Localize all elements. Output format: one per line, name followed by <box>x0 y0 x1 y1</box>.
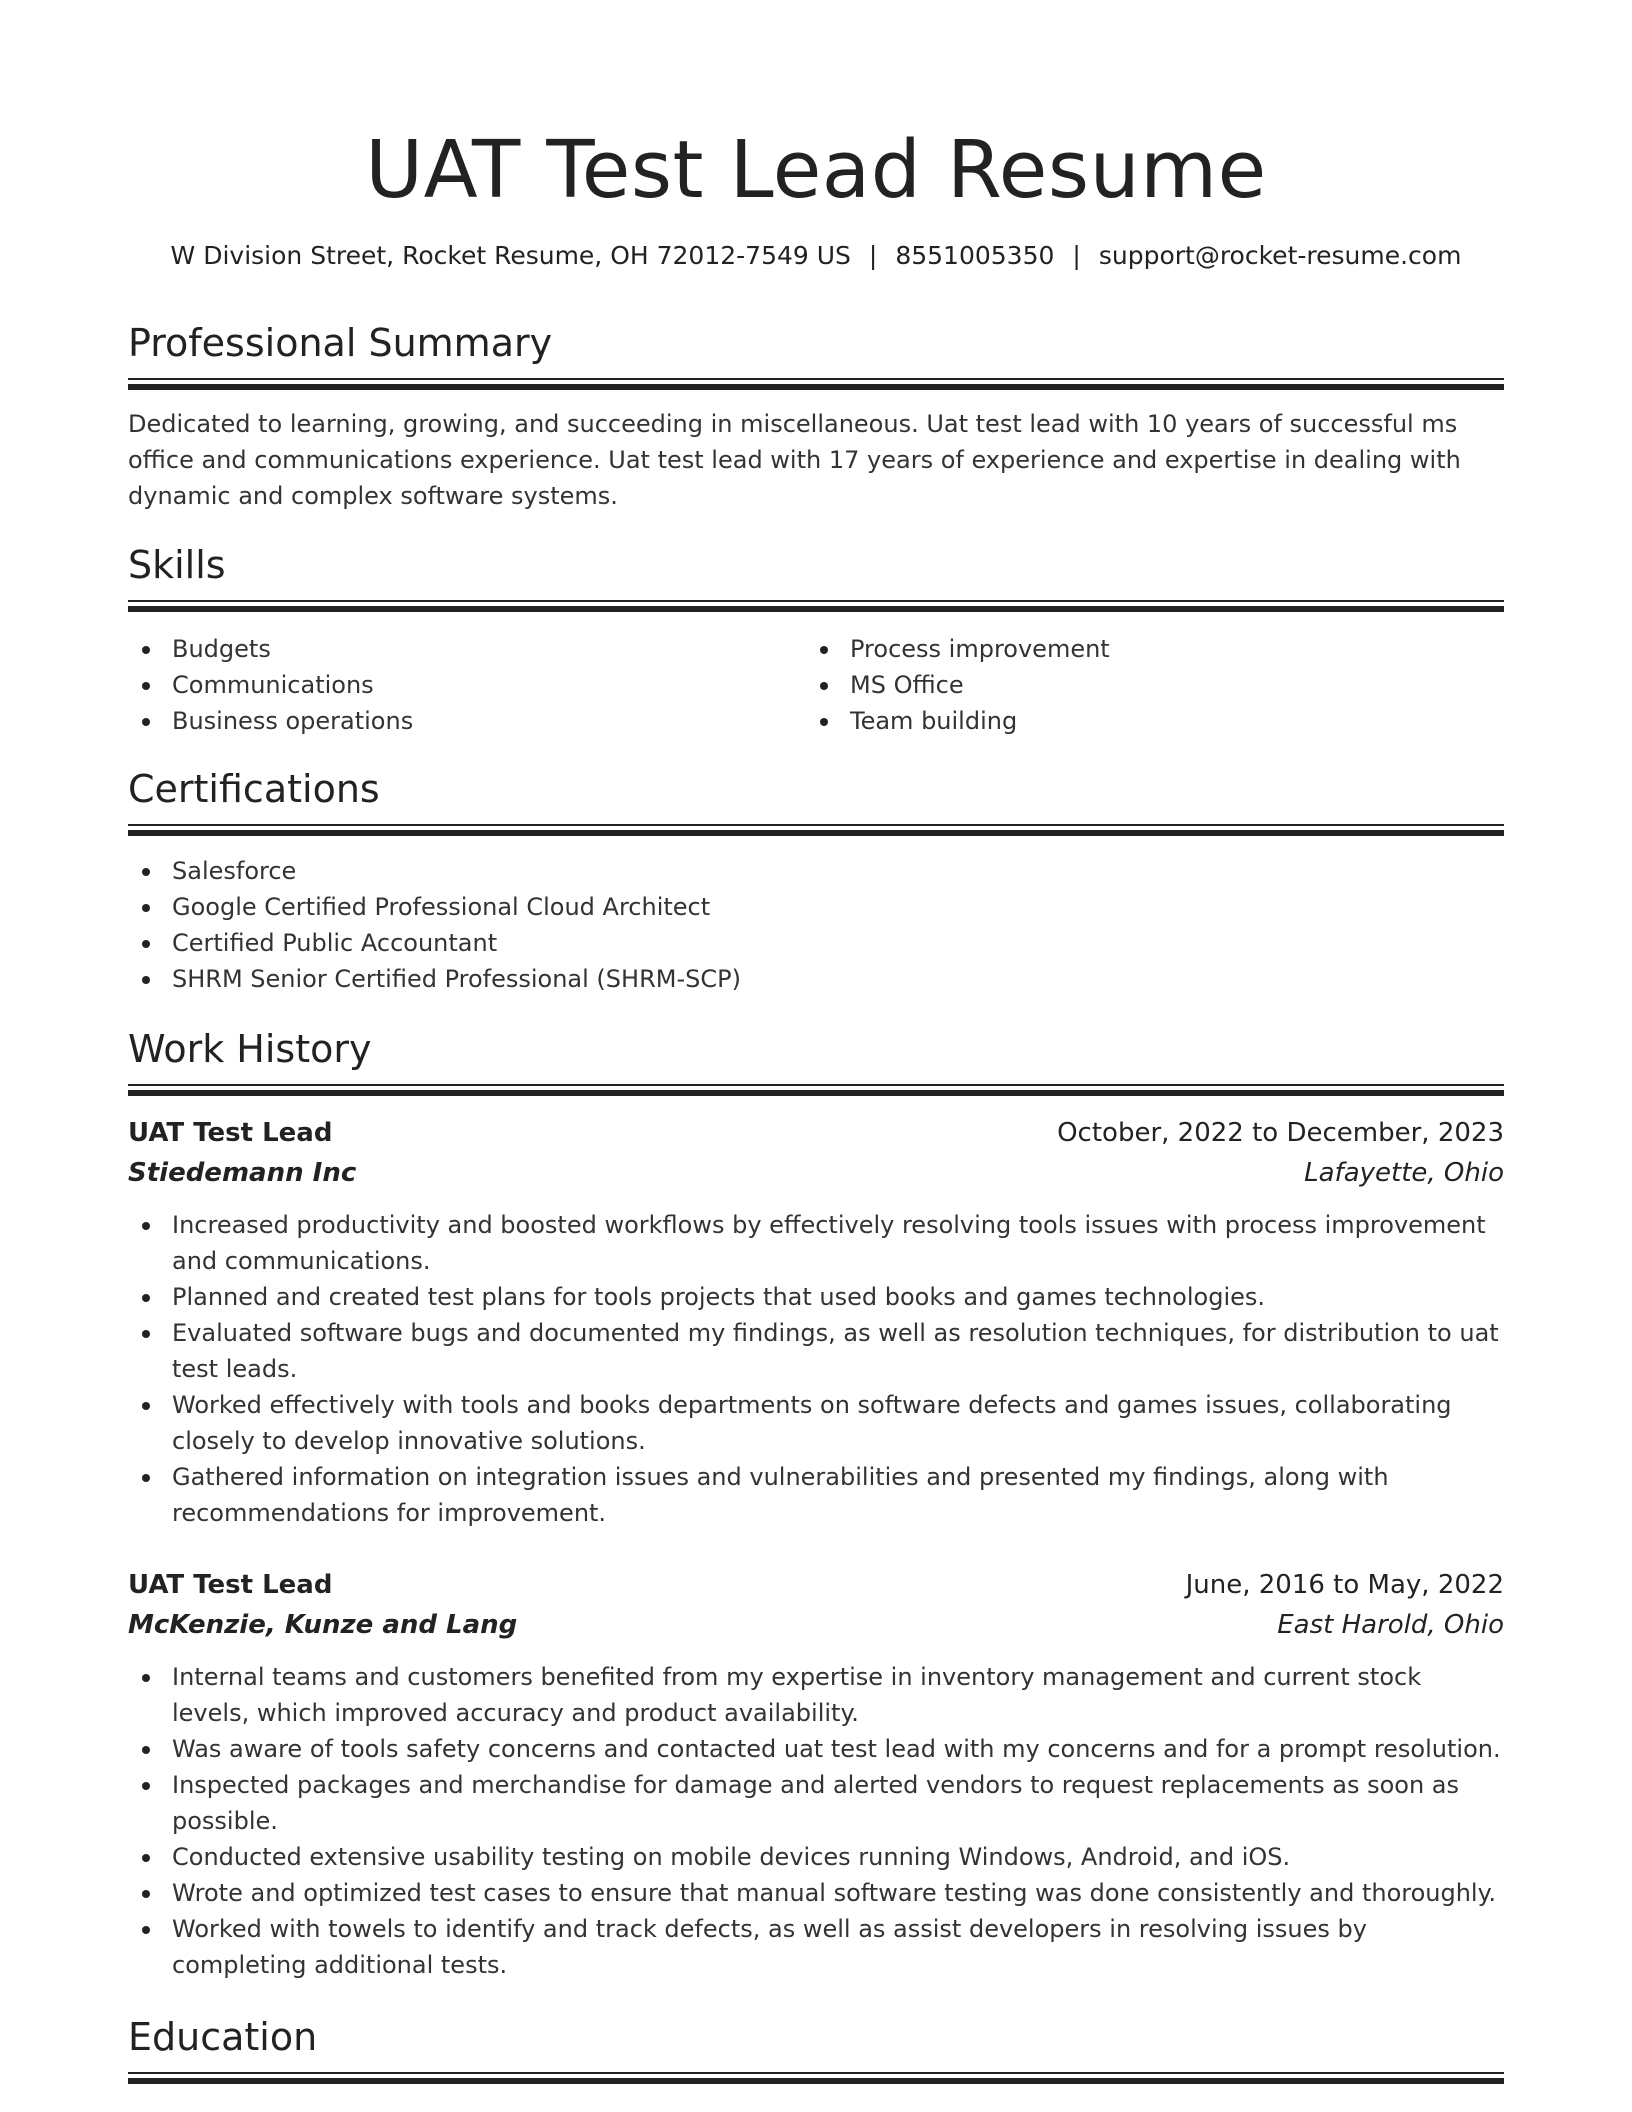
education-section-header <box>128 2012 1504 2062</box>
contact-address: W Division Street, Rocket Resume, OH 72012-7549 US <box>170 241 851 270</box>
skill-item: MS Office <box>806 667 1504 703</box>
section-heading-work-history: Work History <box>128 1027 372 1071</box>
job-title: UAT Test Lead <box>128 1570 333 1600</box>
section-divider <box>128 2078 1504 2084</box>
section-divider <box>128 830 1504 836</box>
job-bullet: Wrote and optimized test cases to ensure that manual software testing was done consistently and thoroughly. <box>128 1875 1504 1911</box>
job-bullet: Was aware of tools safety concerns and contacted uat test lead with my concerns and for a prompt resolution. <box>128 1731 1504 1767</box>
resume-title: UAT Test Lead Resume <box>365 124 1267 216</box>
section-divider <box>128 1090 1504 1096</box>
skill-item: Process improvement <box>806 631 1504 667</box>
certification-item: Salesforce <box>128 853 1504 889</box>
contact-separator: | <box>1072 241 1081 270</box>
job-bullet: Evaluated software bugs and documented my findings, as well as resolution techniques, for distribution to uat test leads. <box>128 1315 1504 1387</box>
contact-separator: | <box>868 241 878 270</box>
job-header-row <box>128 1113 1504 1153</box>
section-divider <box>128 378 1504 380</box>
section-divider <box>128 384 1504 390</box>
job-company: Stiedemann Inc <box>128 1158 357 1188</box>
job-bullet: Gathered information on integration issues and vulnerabilities and presented my findings, along with recommendations for improvement. <box>128 1459 1504 1531</box>
job-bullet-list <box>128 1207 1504 1531</box>
summary-section-header <box>128 318 1504 368</box>
certifications-list <box>128 853 1504 997</box>
job-bullet: Worked with towels to identify and track defects, as well as assist developers in resolving issues by completing additional tests. <box>128 1911 1504 1983</box>
job-bullet-list <box>128 1659 1504 1983</box>
section-divider <box>128 2072 1504 2074</box>
job-bullet: Internal teams and customers benefited from my expertise in inventory management and current stock levels, which improved accuracy and product availability. <box>128 1659 1504 1731</box>
skills-list-right <box>806 631 1504 739</box>
resume-page <box>128 0 1504 2112</box>
job-bullet: Worked effectively with tools and books departments on software defects and games issues, collaborating closely to develop innovative solutions. <box>128 1387 1504 1459</box>
job-bullet: Inspected packages and merchandise for damage and alerted vendors to request replacements as soon as possible. <box>128 1767 1504 1839</box>
job-location: East Harold, Ohio <box>1277 1610 1504 1640</box>
skills-section-header <box>128 540 1504 590</box>
section-divider <box>128 824 1504 826</box>
skill-item: Budgets <box>128 631 788 667</box>
skill-item: Business operations <box>128 703 788 739</box>
skill-item: Team building <box>806 703 1504 739</box>
job-employer-row <box>128 1605 1504 1645</box>
section-heading-education: Education <box>128 2015 318 2059</box>
certification-item: SHRM Senior Certified Professional (SHRM-SCP) <box>128 961 1504 997</box>
work-history-section-header <box>128 1024 1504 1074</box>
certifications-section-header <box>128 764 1504 814</box>
contact-email[interactable]: support@rocket-resume.com <box>1098 241 1462 270</box>
job-dates: June, 2016 to May, 2022 <box>1185 1570 1504 1600</box>
contact-line <box>128 238 1504 274</box>
certification-item: Google Certified Professional Cloud Architect <box>128 889 1504 925</box>
skill-item: Communications <box>128 667 788 703</box>
summary-text: Dedicated to learning, growing, and succeeding in miscellaneous. Uat test lead with 10 years of successful ms office and communications experience. Uat test lead with 17 years of experience and expertise in dealing with dynamic and complex software systems. <box>128 410 1461 510</box>
contact-phone: 8551005350 <box>895 241 1055 270</box>
job-bullet: Increased productivity and boosted workflows by effectively resolving tools issues with process improvement and communications. <box>128 1207 1504 1279</box>
job-header-row <box>128 1565 1504 1605</box>
section-divider <box>128 1084 1504 1086</box>
certification-item: Certified Public Accountant <box>128 925 1504 961</box>
job-bullet: Conducted extensive usability testing on mobile devices running Windows, Android, and iOS. <box>128 1839 1504 1875</box>
job-company: McKenzie, Kunze and Lang <box>128 1610 518 1640</box>
job-dates: October, 2022 to December, 2023 <box>1057 1118 1504 1148</box>
section-heading-skills: Skills <box>128 543 226 587</box>
section-heading-summary: Professional Summary <box>128 321 553 365</box>
job-bullet: Planned and created test plans for tools projects that used books and games technologies. <box>128 1279 1504 1315</box>
section-divider <box>128 600 1504 602</box>
job-employer-row <box>128 1153 1504 1193</box>
job-location: Lafayette, Ohio <box>1304 1158 1504 1188</box>
section-divider <box>128 606 1504 612</box>
skills-list-left <box>128 631 788 739</box>
job-title: UAT Test Lead <box>128 1118 333 1148</box>
section-heading-certifications: Certifications <box>128 767 380 811</box>
